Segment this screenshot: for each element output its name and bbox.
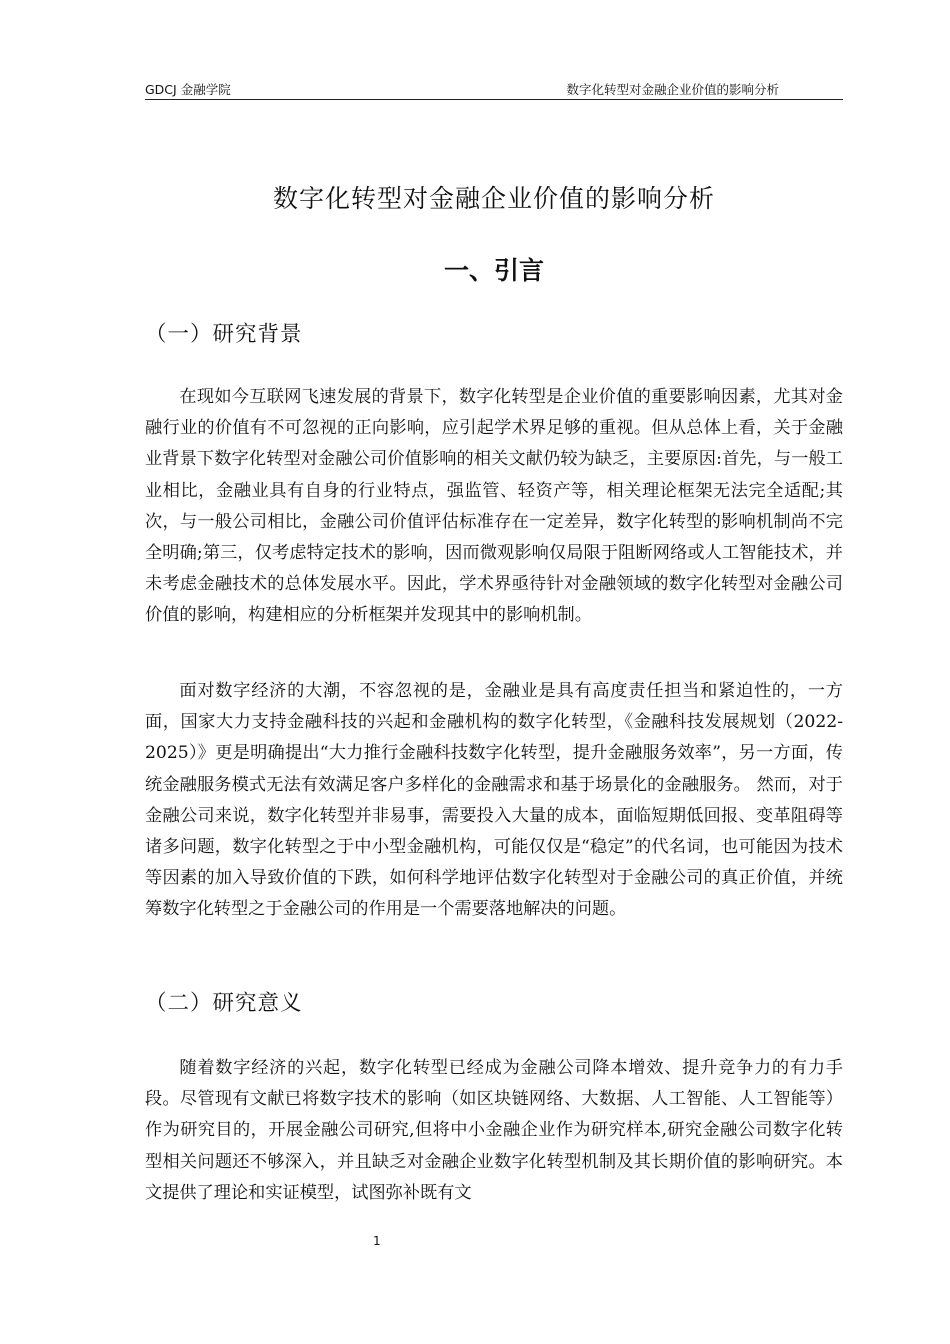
running-header: [145, 80, 843, 100]
paragraph-significance-1: 随着数字经济的兴起，数字化转型已经成为金融公司降本增效、提升竞争力的有力手段。尽管现有文献已将数字技术的影响（如区块链网络、大数据、人工智能、人工智能等）作为研究目的，开展金融公司研究,但将中小金融企业作为研究样本,研究金融公司数字化转型相关问题还不够深入，并且缺乏对金融企业数字化转型机制及其长期价值的影响研究。本文提供了理论和实证模型，试图弥补既有文: [145, 1058, 843, 1203]
paragraph-background-1: 在现如今互联网飞速发展的背景下，数字化转型是企业价值的重要影响因素，尤其对金融行业的价值有不可忽视的正向影响，应引起学术界足够的重视。但从总体上看，关于金融业背景下数字化转型对金融公司价值影响的相关文献仍较为缺乏，主要原因:首先，与一般工业相比，金融业具有自身的行业特点，强监管、轻资产等，相关理论框架无法完全适配;其次，与一般公司相比，金融公司价值评估标准存在一定差异，数字化转型的影响机制尚不完全明确;第三，仅考虑特定技术的影响，因而微观影响仅局限于阻断网络或人工智能技术，并未考虑金融技术的总体发展水平。因此，学术界亟待针对金融领域的数字化转型对金融公司价值的影响，构建相应的分析框架并发现其中的影响机制。: [145, 387, 843, 626]
header-institution: GDCJ 金融学院: [145, 82, 231, 97]
header-paper-title: 数字化转型对金融企业价值的影响分析: [566, 82, 779, 97]
section-heading-introduction: 一、引言: [443, 256, 544, 285]
paragraph-background-2: 面对数字经济的大潮，不容忽视的是，金融业是具有高度责任担当和紧迫性的，一方面，国家大力支持金融科技的兴起和金融机构的数字化转型，《金融科技发展规划（2022-2025）》更是明确提出“大力推行金融科技数字化转型，提升金融服务效率”，另一方面，传统金融服务模式无法有效满足客户多样化的金融需求和基于场景化的金融服务。 然而，对于金融公司来说，数字化转型并非易事，需要投入大量的成本，面临短期低回报、变革阻碍等诸多问题，数字化转型之于中小型金融机构，可能仅仅是“稳定”的代名词，也可能因为技术等因素的加入导致价值的下跌，如何科学地评估数字化转型对于金融公司的真正价值，并统筹数字化转型之于金融公司的作用是一个需要落地解决的问题。: [145, 681, 843, 920]
page-number: 1: [373, 1234, 381, 1248]
paper-title: 数字化转型对金融企业价值的影响分析: [272, 184, 715, 213]
subsection-heading-background: （一）研究背景: [145, 322, 303, 347]
subsection-heading-significance: （二）研究意义: [145, 991, 303, 1016]
